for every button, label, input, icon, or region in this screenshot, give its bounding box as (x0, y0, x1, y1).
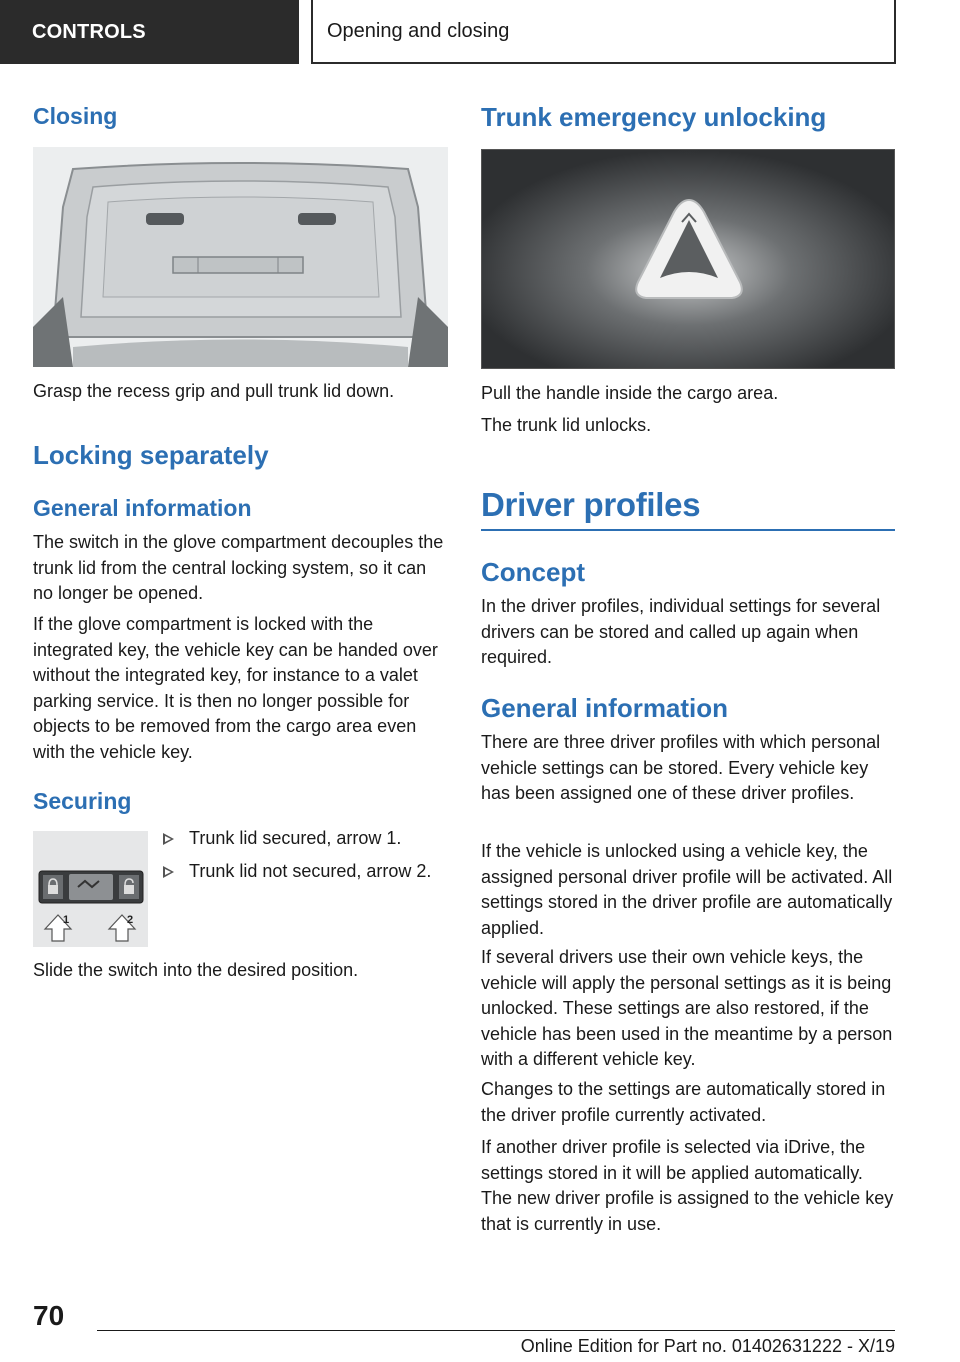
locking-para-1: The switch in the glove compartment decouples the trunk lid from the central locking system, so it can no longer be opened. (33, 532, 444, 603)
profiles-para-2: If the vehicle is unlocked using a vehicle key, the assigned personal driver profile will be activated. All settings stored in the driver profile are automatically applied. (481, 841, 893, 938)
arrow-label-2: 2 (127, 914, 134, 926)
trunk-lid-image (33, 147, 448, 367)
section-divider (481, 529, 895, 531)
triangle-bullet-icon (163, 866, 174, 878)
arrow-label-1: 1 (63, 914, 70, 926)
profiles-general-heading: General information (481, 693, 729, 723)
page-header (0, 0, 960, 66)
securing-bullet-list (163, 826, 453, 892)
locking-para-2: If the glove compartment is locked with the integrated key, the vehicle key can be handed over without the integrated key, for instance to a valet parking service. It is then no longer possible for objects to be removed from the cargo area even with the vehicle key. (33, 614, 438, 762)
bullet-text: Trunk lid secured, arrow 1. (189, 828, 402, 848)
section-tab: CONTROLS (0, 0, 299, 64)
concept-heading: Concept (481, 557, 585, 587)
footer-divider (97, 1330, 895, 1331)
concept-text: In the driver profiles, individual settings for several drivers can be stored and called up again when required. (481, 596, 881, 667)
emergency-para-2: The trunk lid unlocks. (481, 415, 652, 435)
profiles-para-4: Changes to the settings are automatically stored in the driver profile currently activated. (481, 1079, 886, 1125)
emergency-heading: Trunk emergency unlocking (481, 102, 827, 132)
triangle-bullet-icon (163, 833, 174, 845)
closing-caption: Grasp the recess grip and pull trunk lid down. (33, 381, 395, 401)
profiles-para-1: There are three driver profiles with which personal vehicle settings can be stored. Every vehicle key has been assigned one of these driver profiles. (481, 732, 881, 803)
profiles-para-5: If another driver profile is selected via iDrive, the settings stored in it will be applied automatically. The new driver profile is assigned to the vehicle key that is currently in use. (481, 1137, 894, 1234)
list-item (163, 859, 453, 884)
bullet-text: Trunk lid not secured, arrow 2. (189, 861, 432, 881)
emergency-handle-image (481, 149, 895, 369)
securing-heading: Securing (33, 788, 132, 814)
chapter-title: Opening and closing (311, 0, 896, 64)
lock-switch-image (33, 831, 148, 947)
locking-general-heading: General information (33, 495, 252, 521)
securing-caption: Slide the switch into the desired position. (33, 960, 359, 980)
edition-note: Online Edition for Part no. 01402631222 - X/19 (520, 1336, 895, 1356)
list-item (163, 826, 453, 851)
emergency-para-1: Pull the handle inside the cargo area. (481, 383, 779, 403)
page-number: 70 (33, 1300, 65, 1331)
driver-profiles-heading: Driver profiles (481, 486, 701, 523)
closing-heading: Closing (33, 103, 118, 129)
profiles-para-3: If several drivers use their own vehicle keys, the vehicle will apply the personal settings as it is being unlocked. These settings are also restored, if the vehicle has been used in the meantime by a person with a different vehicle key. (481, 947, 893, 1069)
locking-heading: Locking separately (33, 440, 269, 470)
